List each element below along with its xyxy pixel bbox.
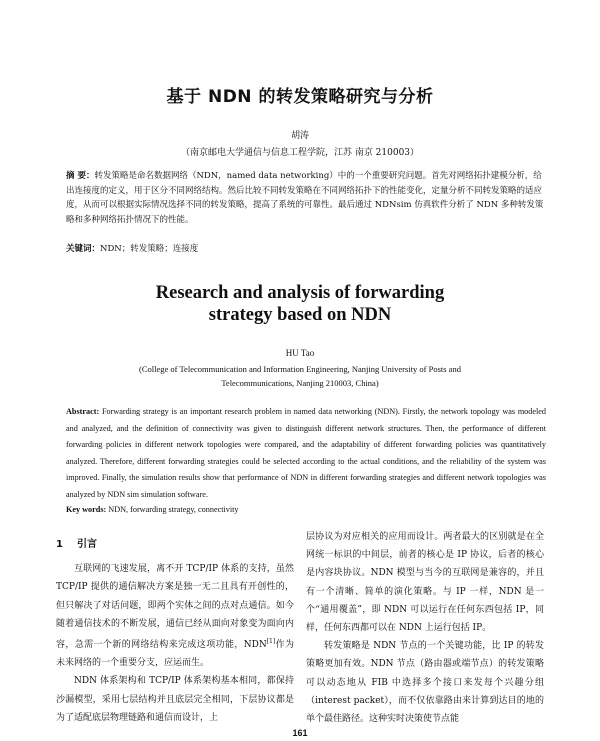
right-paragraph-continued: 层协议为对应相关的应用而设计。两者最大的区别就是在全网统一标识的中间层，前者的核心是 IP 协议，后者的核心是内容块协议。NDN 模型与当今的互联网是兼容的，并且有一个清晰、简单的演化策略。与 IP 一样，NDN 是一个“通用覆盖”，即 NDN 可以运行在任何东西包括 IP，同样，任何东西都可以在 NDN 上运行包括 IP。 xyxy=(306,532,544,634)
section-number: 1 xyxy=(56,539,63,550)
cn-keywords xyxy=(66,242,546,254)
cn-author: 胡涛 xyxy=(290,131,309,141)
cn-abstract-label: 摘 要： xyxy=(66,171,95,181)
right-column xyxy=(306,528,544,728)
en-abstract-text: Forwarding strategy is an important research problem in named data networking (NDN). Firstly, the network topology was modeled and analyzed, and the definition of connectivity was given to distinguish different network structures. Then, the performance of different forwarding policies in different network topologies were compared, and the adaptability of different forwarding policies was quantitatively analyzed. Therefore, different forwarding strategies could be selected according to the actual conditions, and the reliability of the system was improved. Finally, the simulation results show that performance of NDN in different forwarding strategies and different network topologies was analyzed by NDN sim simulation software. xyxy=(66,407,547,499)
citation-ref: [1] xyxy=(266,638,276,646)
cn-title: 基于 NDN 的转发策略研究与分析 xyxy=(166,87,434,107)
en-title-line2: strategy based on NDN xyxy=(208,305,392,325)
en-affiliation-line2: Telecommunications, Nanjing 210003, China) xyxy=(221,378,379,388)
page-number: 161 xyxy=(292,728,308,738)
en-keywords-text: NDN, forwarding strategy, connectivity xyxy=(108,505,239,514)
cn-keywords-text: NDN；转发策略；连接度 xyxy=(100,244,199,254)
en-author: HU Tao xyxy=(285,348,315,358)
en-keywords-label: Key words: xyxy=(66,505,107,514)
cn-abstract-text: 转发策略是命名数据网络（NDN，named data networking）中的一个重要研究问题。首先对网络拓扑建模分析，给出连接度的定义，用于区分不同网络结构。然后比较不同转发策略在不同网络拓扑下的性能变化，定量分析不同转发策略的适应度，从而可以根据实际情况选择不同的转发策略，提高了系统的可靠性。最后通过 NDNsim 仿真软件分析了 NDN 多种转发策略和多种网络拓扑情况下的性能。 xyxy=(66,171,544,225)
en-affiliation-line1: (College of Telecommunication and Information Engineering, Nanjing University of Posts and xyxy=(139,364,461,374)
intro-paragraph-2: NDN 体系架构和 TCP/IP 体系架构基本相同，都保持沙漏模型，采用七层结构并且底层完全相同，下层协议都是为了适配底层物理链路和通信而设计，上 xyxy=(56,676,294,723)
en-abstract xyxy=(66,404,546,503)
intro-paragraph-1-text: 互联网的飞速发展，离不开 TCP/IP 体系的支持，虽然 TCP/IP 提供的通信解决方案是独一无二且具有开创性的，但只解决了对话问题，即两个实体之间的点对点通信。如今随着通信技术的不断发展，通信已经从面向对象变为面向内容，急需一个新的网络结构来完成这项功能，NDN xyxy=(56,564,294,651)
cn-affiliation: （南京邮电大学通信与信息工程学院，江苏 南京 210003） xyxy=(180,148,420,158)
section-heading xyxy=(56,536,294,554)
right-paragraph-2: 转发策略是 NDN 节点的一个关键功能，比 IP 的转发策略更加有效。NDN 节点（路由器或端节点）的转发策略可以动态地从 FIB 中选择多个接口来发每个兴趣分组（interest packet），而不仅依靠路由来计算到达目的地的单个最佳路径。这种实时决策使节点能 xyxy=(306,641,544,725)
cn-abstract xyxy=(66,169,546,227)
en-title xyxy=(0,282,600,326)
en-title-line1: Research and analysis of forwarding xyxy=(155,283,445,303)
left-column xyxy=(56,536,294,727)
intro-paragraph-1-tail: 作为未来网络的一个重要分支，应运而生。 xyxy=(56,640,294,669)
en-keywords xyxy=(66,505,546,514)
en-abstract-label: Abstract: xyxy=(66,407,100,416)
cn-keywords-label: 关键词： xyxy=(66,244,101,254)
en-affiliation xyxy=(0,362,600,390)
section-title: 引言 xyxy=(76,539,97,550)
intro-paragraph-1 xyxy=(56,560,294,672)
